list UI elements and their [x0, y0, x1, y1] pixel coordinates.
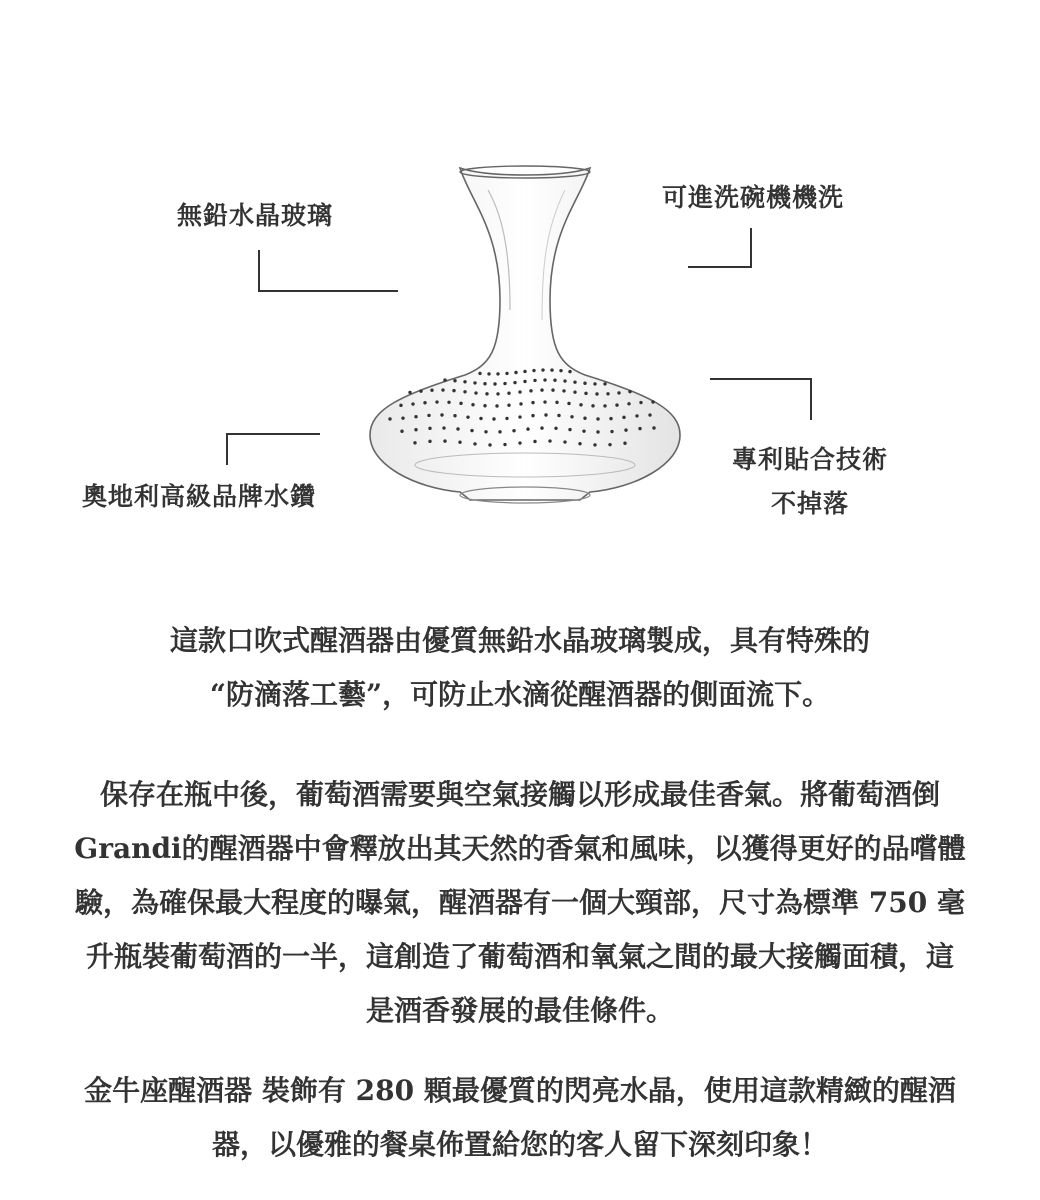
crystal-dot	[583, 382, 586, 385]
crystal-dot	[470, 429, 473, 432]
crystal-dot	[435, 400, 438, 403]
storage-paragraph	[30, 768, 1010, 1038]
crystal-dot	[573, 380, 576, 383]
crystal-dot	[512, 429, 515, 432]
crystal-dot	[400, 430, 403, 433]
crystal-dot	[531, 401, 534, 404]
storage-line: Grandi的醒酒器中會釋放出其天然的香氣和風味，以獲得更好的品嚐體	[74, 832, 966, 865]
crystal-dot	[427, 414, 430, 417]
crystal-dot	[615, 403, 618, 406]
intro-line: 這款口吹式醒酒器由優質無鉛水晶玻璃製成，具有特殊的	[169, 624, 870, 657]
crystal-dot	[531, 414, 534, 417]
crystal-dot	[595, 392, 598, 395]
crystal-dot	[488, 443, 491, 446]
crystal-dot	[638, 427, 641, 430]
crystal-dot	[582, 429, 585, 432]
crystal-dot	[408, 391, 411, 394]
crystal-dot	[440, 413, 443, 416]
crystal-dot	[591, 404, 594, 407]
callout-dishwasher-safe: 可進洗碗機機洗	[662, 183, 845, 212]
crystal-dot	[540, 426, 543, 429]
crystal-dot	[414, 415, 417, 418]
crystal-dot	[496, 372, 499, 375]
crystal-dot	[627, 402, 630, 405]
crystal-dot	[624, 428, 627, 431]
crystal-dot	[523, 380, 526, 383]
crystal-dot	[635, 414, 638, 417]
crystal-dot	[540, 388, 543, 391]
crystal-dot	[543, 378, 546, 381]
crystal-dot	[388, 417, 391, 420]
crystal-dot	[471, 403, 474, 406]
crystal-dot	[570, 415, 573, 418]
crystal-dot	[514, 371, 517, 374]
crystal-dot	[498, 430, 501, 433]
patent-line-2: 不掉落	[770, 489, 849, 518]
crystal-dot	[452, 389, 455, 392]
crystal-dot	[593, 382, 596, 385]
crystal-dot	[428, 427, 431, 430]
leader-line-swarovski	[226, 433, 320, 465]
crystal-dot	[423, 401, 426, 404]
crystal-dot	[648, 413, 651, 416]
crystal-dot	[563, 440, 566, 443]
crystal-dot	[596, 430, 599, 433]
intro-line: “防滴落工藝”，可防止水滴從醒酒器的側面流下。	[209, 678, 831, 711]
crystal-dot	[414, 428, 417, 431]
crystal-dot	[583, 417, 586, 420]
crystal-dot	[533, 379, 536, 382]
taurus-line: 金牛座醒酒器 裝飾有 280 顆最優質的閃亮水晶，使用這款精緻的醒酒	[84, 1074, 956, 1107]
crystal-dot	[485, 392, 488, 395]
crystal-dot	[473, 381, 476, 384]
crystal-dot	[419, 389, 422, 392]
leader-line-crystal	[258, 250, 398, 292]
crystal-dot	[609, 417, 612, 420]
crystal-dot	[458, 441, 461, 444]
crystal-dot	[413, 441, 416, 444]
crystal-dot	[443, 439, 446, 442]
crystal-dot	[463, 380, 466, 383]
crystal-dot	[553, 379, 556, 382]
storage-line: 驗，為確保最大程度的曝氣，醒酒器有一個大頸部，尺寸為標準 750 毫	[75, 886, 965, 919]
crystal-dot	[554, 427, 557, 430]
crystal-dot	[513, 381, 516, 384]
crystal-dot	[623, 442, 626, 445]
crystal-dot	[617, 391, 620, 394]
crystal-dot	[562, 389, 565, 392]
crystal-dot	[453, 379, 456, 382]
callout-lead-free-crystal: 無鉛水晶玻璃	[177, 201, 334, 230]
crystal-dot	[652, 426, 655, 429]
crystal-dot	[603, 382, 606, 385]
crystal-dot	[608, 443, 611, 446]
crystal-dot	[550, 368, 553, 371]
crystal-dot	[474, 391, 477, 394]
crystal-dot	[533, 440, 536, 443]
crystal-dot	[478, 372, 481, 375]
crystal-dot	[479, 417, 482, 420]
storage-line: 保存在瓶中後，葡萄酒需要與空氣接觸以形成最佳香氣。將葡萄酒倒	[99, 778, 940, 811]
crystal-dot	[459, 402, 462, 405]
crystal-dot	[505, 417, 508, 420]
crystal-dot	[628, 390, 631, 393]
crystal-dot	[495, 404, 498, 407]
crystal-dot	[411, 402, 414, 405]
crystal-dot	[555, 401, 558, 404]
crystal-dot	[543, 400, 546, 403]
crystal-dot	[466, 415, 469, 418]
crystal-dot	[529, 389, 532, 392]
crystal-dot	[551, 388, 554, 391]
crystal-dot	[483, 404, 486, 407]
crystal-dot	[505, 372, 508, 375]
callout-swarovski-crystals: 奧地利高級品牌水鑽	[82, 482, 317, 511]
crystal-dot	[559, 369, 562, 372]
crystal-dot	[593, 443, 596, 446]
crystal-dot	[519, 402, 522, 405]
crystal-dot	[473, 442, 476, 445]
crystal-dot	[622, 416, 625, 419]
crystal-dot	[453, 414, 456, 417]
crystal-dot	[523, 370, 526, 373]
crystal-dot	[532, 369, 535, 372]
crystal-dot	[596, 417, 599, 420]
crystal-dot	[483, 382, 486, 385]
crystal-dot	[578, 442, 581, 445]
crystal-dot	[603, 404, 606, 407]
taurus-line: 器，以優雅的餐桌佈置給您的客人留下深刻印象！	[211, 1128, 828, 1161]
storage-line: 是酒香發展的最佳條件。	[365, 994, 674, 1027]
crystal-dot	[456, 427, 459, 430]
crystal-dot	[518, 441, 521, 444]
crystal-dot	[503, 443, 506, 446]
crystal-dot	[563, 379, 566, 382]
crystal-dot	[492, 417, 495, 420]
decanter-illustration	[360, 160, 690, 515]
crystal-dot	[428, 440, 431, 443]
crystal-dot	[401, 416, 404, 419]
crystal-dot	[557, 414, 560, 417]
crystal-dot	[610, 430, 613, 433]
crystal-dot	[518, 390, 521, 393]
callout-patent-technology	[720, 438, 900, 526]
crystal-dot	[487, 372, 490, 375]
crystal-dot	[503, 382, 506, 385]
storage-line: 升瓶裝葡萄酒的一半，這創造了葡萄酒和氧氣之間的最大接觸面積，這	[85, 940, 954, 973]
crystal-dot	[544, 413, 547, 416]
crystal-dot	[568, 428, 571, 431]
crystal-dot	[447, 401, 450, 404]
crystal-dot	[399, 404, 402, 407]
crystal-dot	[526, 427, 529, 430]
crystal-dot	[463, 390, 466, 393]
crystal-dot	[430, 389, 433, 392]
crystal-dot	[606, 392, 609, 395]
crystal-dot	[484, 430, 487, 433]
crystal-dot	[639, 401, 642, 404]
crystal-dot	[507, 404, 510, 407]
patent-line-1: 專利貼合技術	[731, 445, 888, 474]
crystal-dot	[507, 392, 510, 395]
crystal-dot	[568, 370, 571, 373]
intro-paragraph	[30, 614, 1010, 722]
crystal-dot	[496, 392, 499, 395]
taurus-paragraph	[30, 1064, 1010, 1172]
crystal-dot	[579, 403, 582, 406]
crystal-dot	[573, 390, 576, 393]
crystal-dot	[567, 402, 570, 405]
crystal-dot	[443, 378, 446, 381]
crystal-dot	[518, 415, 521, 418]
leader-line-patent	[710, 378, 812, 420]
crystal-dot	[442, 426, 445, 429]
crystal-dot	[441, 388, 444, 391]
crystal-dot	[548, 439, 551, 442]
leader-line-dishwasher	[688, 228, 752, 268]
crystal-dot	[584, 392, 587, 395]
crystal-dot	[541, 368, 544, 371]
crystal-dot	[493, 382, 496, 385]
crystal-dot	[651, 400, 654, 403]
